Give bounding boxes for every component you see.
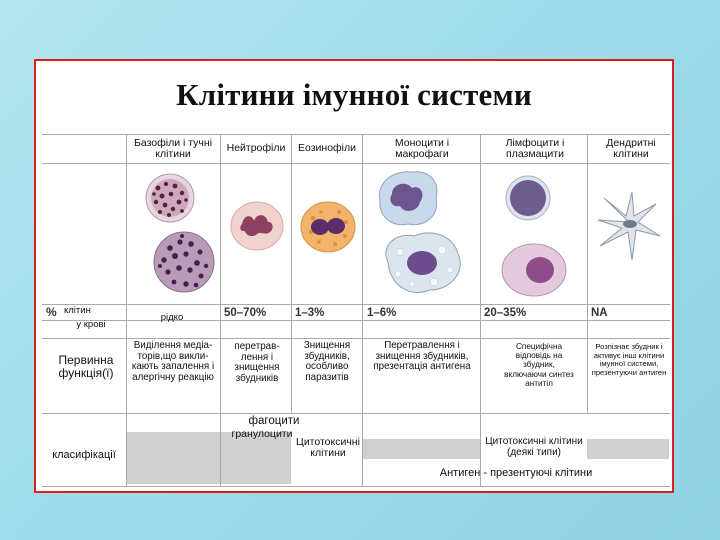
slide bbox=[34, 59, 674, 493]
monocyte-macrophage-image bbox=[370, 166, 474, 302]
header-dendritic: Дендритні клітини bbox=[606, 137, 656, 161]
header-neutrophils: Нейтрофіли bbox=[226, 142, 286, 154]
function-eosinophils: Знищення збудників, особливо паразитів bbox=[303, 340, 351, 383]
function-neutrophils: перетрав-лення і знищення збудників bbox=[234, 341, 280, 384]
percent-neutrophils: 50–70% bbox=[224, 307, 267, 319]
function-basophils: Виділення медіа-торів,що викли-кають запалення і алергічну реакцію bbox=[131, 340, 215, 383]
function-lymphocytes: Специфічна відповідь на збудник, включаючи синтез антитіл bbox=[504, 342, 574, 388]
percent-dendritic: NA bbox=[591, 307, 608, 319]
apc-label: Антиген - презентуючі клітини bbox=[439, 467, 593, 479]
function-label: Первинна функція(ї) bbox=[58, 353, 114, 380]
classification-label: класифікації bbox=[52, 449, 116, 461]
percent-eosinophils: 1–3% bbox=[295, 307, 325, 319]
immune-cells-table bbox=[42, 134, 670, 491]
cytotoxic-some-label: Цитотоксичні клітини (деякі типи) bbox=[485, 436, 583, 458]
header-lymphocytes: Лімфоцити і плазмацити bbox=[505, 137, 565, 161]
percent-label-line2: у крові bbox=[76, 319, 106, 330]
neutrophil-cell-image bbox=[228, 200, 286, 252]
header-monocytes: Моноцити і макрофаги bbox=[394, 137, 450, 161]
percent-label-line1: клітин bbox=[64, 305, 91, 316]
header-eosinophils: Еозинофіли bbox=[297, 142, 356, 154]
eosinophil-cell-image bbox=[299, 200, 357, 254]
dendritic-cell-image bbox=[596, 190, 662, 262]
function-dendritic: Розпізнає збудник і активує інші клітини імунної системи, презентуючи антиген bbox=[591, 342, 667, 378]
basophil-cell-image bbox=[142, 172, 212, 300]
cytotoxic-label: Цитотоксичні клітини bbox=[296, 436, 360, 460]
function-monocytes: Перетравлення і знищення збудників, презентація антигена bbox=[373, 340, 471, 373]
header-basophils: Базофіли і тучні клітини bbox=[133, 137, 213, 161]
phagocytes-label: фагоцити bbox=[248, 415, 300, 427]
granulocytes-label: гранулоцити bbox=[231, 428, 293, 440]
percent-basophils: рідко bbox=[160, 312, 184, 323]
percent-monocytes: 1–6% bbox=[367, 307, 397, 319]
percent-symbol: % bbox=[46, 305, 57, 319]
lymphocyte-plasma-cell-image bbox=[494, 174, 582, 298]
percent-lymphocytes: 20–35% bbox=[484, 307, 527, 319]
slide-title: Клітини імунної системи bbox=[176, 77, 532, 112]
